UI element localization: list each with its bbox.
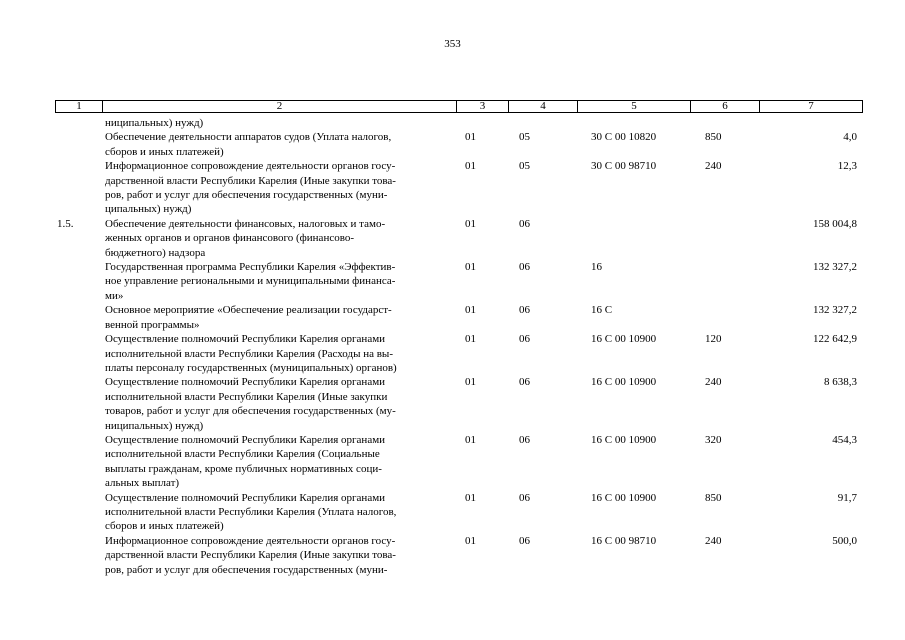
row-section-code: 01 <box>465 491 476 504</box>
row-name <box>105 375 461 433</box>
row-name-line: ров, работ и услуг для обеспечения государственных (муни- <box>105 189 388 202</box>
row-name-line: ров, работ и услуг для обеспечения государственных (муни- <box>105 563 388 576</box>
row-name-line: дарственной власти Республики Карелия (Иные закупки това- <box>105 174 396 187</box>
row-amount: 8 638,3 <box>824 376 857 389</box>
row-amount: 454,3 <box>832 433 857 446</box>
row-subsection-code: 06 <box>519 433 530 446</box>
table-row <box>55 534 863 577</box>
row-name <box>105 260 461 303</box>
row-expense-type: 240 <box>705 376 722 389</box>
row-name-line: Осуществление полномочий Республики Карелия органами <box>105 333 386 346</box>
row-subsection-code: 06 <box>519 217 530 230</box>
row-number: 1.5. <box>57 217 74 230</box>
row-target-code: 16 С 00 10900 <box>591 433 657 446</box>
table-row <box>55 375 863 433</box>
row-name-line: Основное мероприятие «Обеспечение реализации государст- <box>105 304 392 317</box>
table-row <box>55 159 863 217</box>
row-subsection-code: 06 <box>519 333 530 346</box>
row-target-code: 16 <box>591 261 602 274</box>
header-col-2: 2 <box>102 101 456 112</box>
row-name <box>105 534 461 577</box>
row-name-line: товаров, работ и услуг для обеспечения государственных (му- <box>105 405 396 418</box>
row-name-line: Государственная программа Республики Карелия «Эффектив- <box>105 261 396 274</box>
row-target-code: 30 С 00 10820 <box>591 131 657 144</box>
header-col-1: 1 <box>76 100 82 112</box>
row-name-line: Информационное сопровождение деятельности органов госу- <box>105 534 396 547</box>
row-name <box>105 116 461 130</box>
row-name-line: альных выплат) <box>105 477 180 490</box>
table-body <box>55 116 863 577</box>
row-target-code: 16 С 00 10900 <box>591 376 657 389</box>
table-row <box>55 217 863 260</box>
row-amount: 500,0 <box>832 534 857 547</box>
row-section-code: 01 <box>465 376 476 389</box>
table-row <box>55 260 863 303</box>
row-name-line: бюджетного) надзора <box>105 246 206 259</box>
row-name-line: ми» <box>105 289 124 302</box>
row-amount: 158 004,8 <box>813 217 857 230</box>
row-name-line: сборов и иных платежей) <box>105 145 224 158</box>
table-row <box>55 332 863 375</box>
table-row <box>55 116 863 130</box>
page-number: 353 <box>444 38 461 50</box>
row-target-code: 16 С 00 10900 <box>591 333 657 346</box>
row-target-code: 16 С 00 10900 <box>591 491 657 504</box>
row-name-line: дарственной власти Республики Карелия (Иные закупки това- <box>105 549 396 562</box>
table-row <box>55 433 863 491</box>
row-amount: 4,0 <box>843 131 857 144</box>
row-section-code: 01 <box>465 333 476 346</box>
row-section-code: 01 <box>465 433 476 446</box>
table-header <box>55 100 863 113</box>
row-expense-type: 240 <box>705 160 722 173</box>
row-name <box>105 217 461 260</box>
row-name-line: исполнительной власти Республики Карелия (Социальные <box>105 448 380 461</box>
row-subsection-code: 06 <box>519 304 530 317</box>
row-section-code: 01 <box>465 304 476 317</box>
table-row <box>55 303 863 332</box>
row-name-line: венной программы» <box>105 318 200 331</box>
row-name-line: исполнительной власти Республики Карелия (Расходы на вы- <box>105 347 393 360</box>
row-amount: 12,3 <box>837 160 857 173</box>
row-amount: 91,7 <box>837 491 857 504</box>
row-name-line: сборов и иных платежей) <box>105 520 224 533</box>
row-subsection-code: 05 <box>519 131 530 144</box>
header-col-6: 6 <box>690 101 759 112</box>
row-expense-type: 240 <box>705 534 722 547</box>
row-name <box>105 130 461 159</box>
row-section-code: 01 <box>465 217 476 230</box>
row-name-line: ципальных) нужд) <box>105 203 192 216</box>
row-name <box>105 303 461 332</box>
row-expense-type: 850 <box>705 491 722 504</box>
row-expense-type: 120 <box>705 333 722 346</box>
row-name-line: Осуществление полномочий Республики Карелия органами <box>105 376 386 389</box>
row-name-line: ниципальных) нужд) <box>105 419 204 432</box>
row-name-line: ниципальных) нужд) <box>105 117 204 129</box>
row-name <box>105 159 461 217</box>
row-name-line: исполнительной власти Республики Карелия (Уплата налогов, <box>105 505 397 518</box>
header-col-4: 4 <box>508 101 577 112</box>
row-amount: 132 327,2 <box>813 261 857 274</box>
row-name-line: исполнительной власти Республики Карелия (Иные закупки <box>105 390 388 403</box>
row-section-code: 01 <box>465 131 476 144</box>
row-name <box>105 332 461 375</box>
row-subsection-code: 06 <box>519 534 530 547</box>
row-expense-type: 850 <box>705 131 722 144</box>
row-name-line: Осуществление полномочий Республики Карелия органами <box>105 491 386 504</box>
row-name <box>105 491 461 534</box>
row-name <box>105 433 461 491</box>
row-name-line: Информационное сопровождение деятельности органов госу- <box>105 160 396 173</box>
row-subsection-code: 05 <box>519 160 530 173</box>
row-expense-type: 320 <box>705 433 722 446</box>
row-name-line: Осуществление полномочий Республики Карелия органами <box>105 433 386 446</box>
row-subsection-code: 06 <box>519 376 530 389</box>
table-row <box>55 491 863 534</box>
row-section-code: 01 <box>465 261 476 274</box>
row-subsection-code: 06 <box>519 261 530 274</box>
row-name-line: Обеспечение деятельности аппаратов судов (Уплата налогов, <box>105 131 392 144</box>
header-col-3: 3 <box>456 101 508 112</box>
header-col-5: 5 <box>577 101 690 112</box>
row-subsection-code: 06 <box>519 491 530 504</box>
row-target-code: 30 С 00 98710 <box>591 160 657 173</box>
table-row <box>55 130 863 159</box>
row-name-line: Обеспечение деятельности финансовых, налоговых и тамо- <box>105 217 386 230</box>
row-section-code: 01 <box>465 160 476 173</box>
row-amount: 122 642,9 <box>813 333 857 346</box>
row-amount: 132 327,2 <box>813 304 857 317</box>
row-target-code: 16 С <box>591 304 613 317</box>
row-target-code: 16 С 00 98710 <box>591 534 657 547</box>
row-name-line: платы персоналу государственных (муниципальных) органов) <box>105 361 397 374</box>
row-name-line: ное управление региональными и муниципальными финанса- <box>105 275 396 288</box>
row-name-line: выплаты гражданам, кроме публичных нормативных соци- <box>105 462 382 475</box>
row-name-line: женных органов и органов финансового (финансово- <box>105 232 354 245</box>
row-section-code: 01 <box>465 534 476 547</box>
header-col-7: 7 <box>759 101 862 112</box>
